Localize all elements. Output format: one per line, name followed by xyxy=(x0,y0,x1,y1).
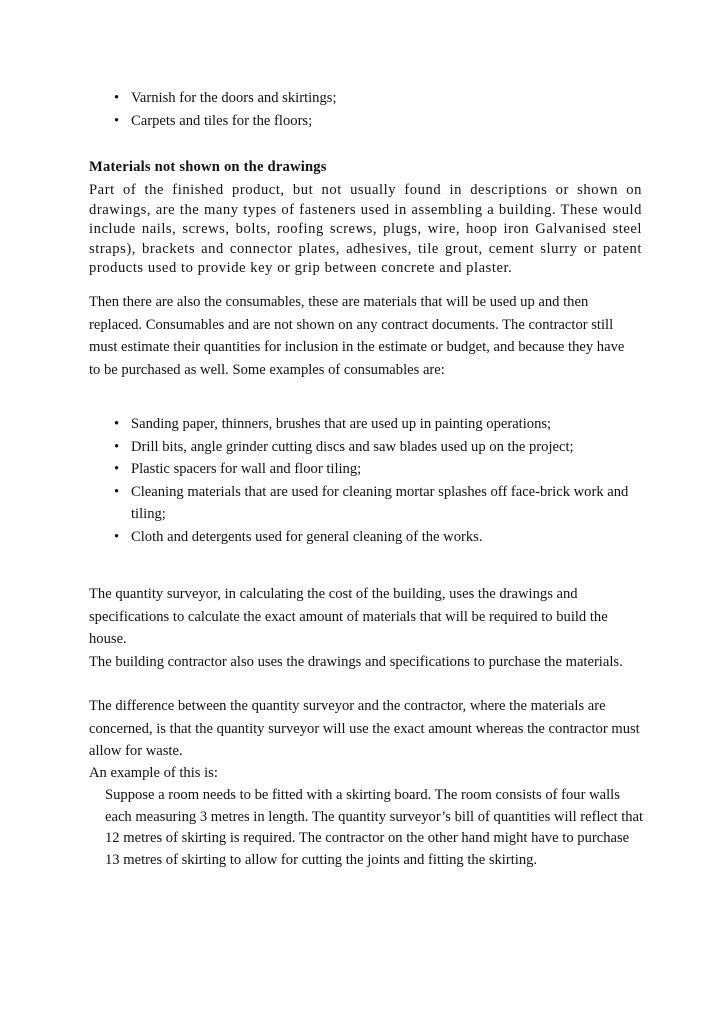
materials-bullet-list xyxy=(89,87,642,132)
bullet-icon: • xyxy=(114,438,120,455)
list-item: • Carpets and tiles for the floors; xyxy=(89,110,642,133)
fasteners-paragraph: Part of the finished product, but not usually found in descriptions or shown on drawings, are the many types of fasteners used in assembling a building. These would include nails, screws, bolts, roofing screws, plugs, wire, hoop iron Galvanised steel straps), brackets and connector plates, adhesives, tile grout, cement slurry or patent products used to provide key or grip between concrete and plaster. xyxy=(89,182,642,277)
bullet-icon: • xyxy=(114,461,120,477)
list-item: • Cleaning materials that are used for cleaning mortar splashes off face-brick work and tiling; xyxy=(89,481,649,526)
list-item: • Plastic spacers for wall and floor tiling; xyxy=(89,458,649,481)
bullet-icon: • xyxy=(114,528,120,545)
example-paragraph: Suppose a room needs to be fitted with a skirting board. The room consists of four walls each measuring 3 metres in length. The quantity surveyor’s bill of quantities will reflect that 12 metres of skirting is required. The contractor on the other hand might have to purchase 13 metres of skirting to allow for cutting the joints and fitting the skirting. xyxy=(105,787,644,868)
closing-paragraph-1: The quantity surveyor, in calculating the cost of the building, uses the drawings and specifications to calculate the exact amount of materials that will be required to build the house. xyxy=(89,586,608,648)
closing-paragraph-3: The difference between the quantity surveyor and the contractor, where the materials are concerned, is that the quantity surveyor will use the exact amount whereas the contractor must allow for waste. xyxy=(89,698,640,760)
section-heading: Materials not shown on the drawings xyxy=(89,159,327,175)
example-intro: An example of this is: xyxy=(89,765,218,781)
bullet-icon: • xyxy=(114,90,120,106)
list-item: • Varnish for the doors and skirtings; xyxy=(89,87,642,110)
bullet-icon: • xyxy=(114,112,120,129)
list-item: • Drill bits, angle grinder cutting discs and saw blades used up on the project; xyxy=(89,436,649,459)
bullet-icon: • xyxy=(114,416,120,432)
closing-paragraph-2: The building contractor also uses the drawings and specifications to purchase the materials. xyxy=(89,654,623,670)
consumables-bullet-list xyxy=(89,413,649,548)
consumables-paragraph: Then there are also the consumables, these are materials that will be used up and then replaced. Consumables and are not shown on any contract documents. The contractor still must estimate their quantities for inclusion in the estimate or budget, and because they have to be purchased as well. Some examples of consumables are: xyxy=(89,294,625,378)
list-item: • Cloth and detergents used for general cleaning of the works. xyxy=(89,526,649,549)
list-item: • Sanding paper, thinners, brushes that are used up in painting operations; xyxy=(89,413,649,436)
bullet-icon: • xyxy=(114,483,120,500)
